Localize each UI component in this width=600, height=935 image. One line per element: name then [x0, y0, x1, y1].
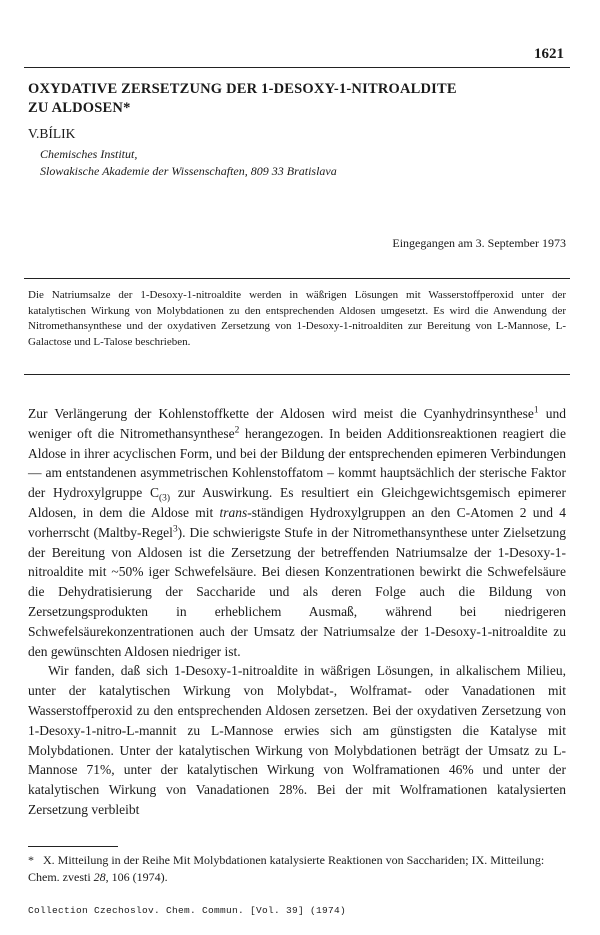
body-text-segment: und weniger oft die Nitromethansynthese	[28, 406, 567, 441]
article-title	[28, 80, 560, 118]
abstract-text-4: -Talose beschrieben.	[100, 335, 191, 348]
footnote-volume: 28	[93, 870, 106, 884]
reference-1: 1	[533, 405, 539, 416]
carbon-index: (3)	[159, 493, 171, 504]
body-text	[28, 404, 566, 820]
body-paragraph-2	[28, 661, 566, 819]
abstract-text-1: Die Natriumsalze der 1-Desoxy-1-nitroaldite werden in wäßrigen Lösungen mit Wasserstoffperoxid unter der katalytischen Wirkung von Molybdationen zu den entsprechenden Aldosen umgesetzt. Es wird die Anwendung der Nitromethansynthese und der oxydativen Zersetzung von 1-Desoxy-1-nitroalditen zur Bereitung von	[28, 289, 566, 332]
reference-3: 3	[172, 524, 178, 535]
config-prefix: L	[210, 722, 220, 738]
page-number: 1621	[534, 46, 564, 62]
author-name: V.BÍLIK	[28, 126, 76, 141]
footnote-rule	[28, 846, 118, 847]
body-text-segment: -ständigen Hydroxylgruppen an den C-Atomen 2 und 4 vorherrscht (Maltby-Regel	[28, 504, 566, 540]
affiliation-line-2: Slowakische Akademie der Wissenschaften, 809 33 Bratislava	[40, 164, 337, 178]
header-rule	[24, 67, 570, 68]
abstract-text-3: -Galactose und	[28, 320, 566, 348]
abstract	[28, 288, 566, 350]
config-prefix: L	[553, 742, 562, 758]
config-prefix: L	[126, 722, 135, 738]
abstract-rule-top	[24, 278, 570, 279]
journal-citation: Collection Czechoslov. Chem. Commun. [Vol. 39] (1974)	[28, 905, 347, 916]
received-date: Eingegangen am 3. September 1973	[392, 236, 566, 250]
abstract-prefix-2: L	[555, 320, 563, 332]
abstract-text-2: -Mannose,	[503, 320, 556, 332]
trans-italic: trans	[219, 504, 248, 520]
body-paragraph-1	[28, 404, 566, 661]
body-text-segment: zur Auswirkung. Es resultiert ein Gleichgewichtsgemisch epimerer Aldosen, in dem die Aldose mit	[28, 485, 566, 520]
article-title-line-2: ZU ALDOSEN*	[28, 100, 131, 116]
body-text-segment: Zur Verlängerung der Kohlenstoffkette der Aldosen wird meist die Cyanhydrinsynthese	[28, 406, 534, 421]
author-affiliation	[40, 146, 337, 180]
abstract-rule-bottom	[24, 374, 570, 375]
abstract-prefix-1: L	[497, 320, 504, 332]
abstract-prefix-3: L	[93, 335, 101, 348]
body-text-segment: herangezogen. In beiden Additionsreaktionen reagiert die Aldose in ihrer acyclischen Form, und bei der Bildung der entsprechenden epimeren Verbindungen — am entstandenen asymmetrischen Kohlenstoffatom – kommt hauptsächlich der sterische Faktor der Hydroxylgruppe C	[28, 425, 566, 501]
body-text-segment: -Mannose 71%, unter der katalytischen Wirkung von Wolframationen 46% und unter der katalytischen Wirkung von Vanadationen 28%. Bei der mit Wolframationen katalysierten Zersetzung verbleibt	[28, 742, 566, 817]
article-title-line-1: OXYDATIVE ZERSETZUNG DER 1-DESOXY-1-NITROALDITE	[28, 81, 457, 97]
affiliation-line-1: Chemisches Institut,	[40, 147, 138, 161]
body-text-segment: Wir fanden, daß sich 1-Desoxy-1-nitroaldite in wäßrigen Lösungen, in alkalischem Milieu, unter der katalytischen Wirkung von Molybdat-, Wolframat- oder Vanadationen mit Wasserstoffperoxid zu den entsprechenden Aldosen zersetzen. Bei der oxydativen Zersetzung von 1-Desoxy-1-nitro-	[28, 663, 566, 738]
body-text-segment: -mannit zu	[134, 722, 211, 738]
body-text-segment: ). Die schwierigste Stufe in der Nitromethansynthese unter Zielsetzung der Bereitung von Aldosen ist die Zersetzung der betreffenden Natriumsalze der 1-Desoxy-1-nitroaldite mit ~50% iger Schwefelsäure. Bei diesen Konzentrationen bewirkt die Schwefelsäure die Dehydratisierung der Saccharide und als deren Folge auch die Bildung von Zersetzungsprodukten in erheblichem Ausmaß, während bei niedrigeren Schwefelsäurekonzentrationen auch der Umsatz der Natriumsalze der 1-Desoxy-1-nitroaldite zu den gewünschten Aldosen niedriger ist.	[28, 524, 566, 659]
reference-2: 2	[234, 425, 240, 436]
footnote-text-1: X. Mitteilung in der Reihe Mit Molybdationen katalysierte Reaktionen von Sacchariden; IX. Mitteilung: Chem. zvesti	[28, 853, 545, 884]
footnote-marker: *	[28, 853, 34, 867]
footnote	[28, 852, 566, 886]
footnote-text-2: , 106 (1974).	[105, 870, 168, 884]
body-text-segment: -Mannose erwies sich am günstigsten die Katalyse mit Molybdationen. Unter der katalytischen Wirkung von Molybdationen beträgt der Umsatz zu	[28, 722, 567, 758]
